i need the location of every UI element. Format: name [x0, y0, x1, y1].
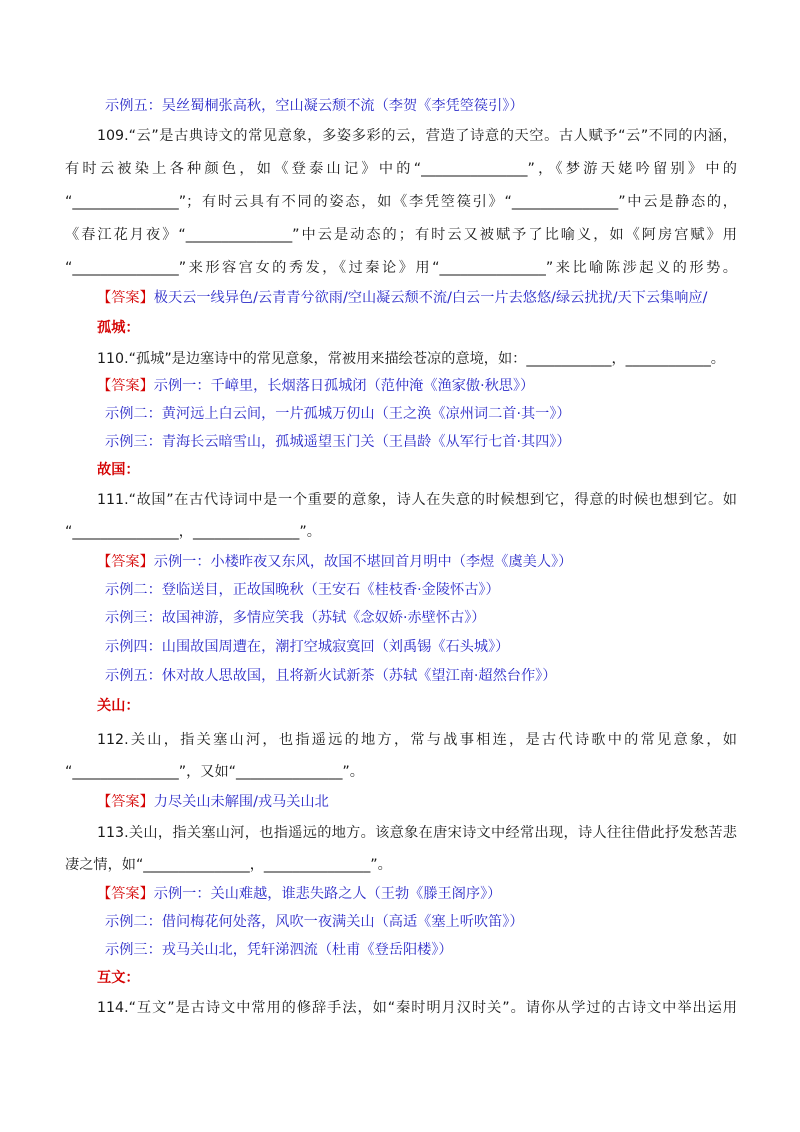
answer-line	[97, 884, 737, 904]
question-111: 111.“故国”在古代诗词中是一个重要的意象，诗人在失意的时候想到它，得意的时候也想到它。如	[97, 492, 737, 508]
section-heading: 故国：	[97, 462, 140, 478]
example-line: 示例五：吴丝蜀桐张高秋，空山凝云颓不流（李贺《李凭箜篌引》）	[105, 98, 524, 114]
question-112: 112.关山，指关塞山河，也指遥远的地方，常与战事相连，是古代诗歌中的常见意象，如	[97, 732, 737, 748]
question-114: 114.“互文”是古诗文中常用的修辞手法，如“秦时明月汉时关”。请你从学过的古诗文中举出运用	[97, 1000, 737, 1016]
answer-text: 示例一：千嶂里，长烟落日孤城闭（范仲淹《渔家傲·秋思》）	[153, 378, 535, 394]
example-line: 示例二：登临送目，正故国晚秋（王安石《桂枝香·金陵怀古》）	[105, 582, 500, 598]
section-heading: 关山：	[97, 698, 140, 714]
example-line: 示例四：山围故国周遭在，潮打空城寂寞回（刘禹锡《石头城》）	[105, 639, 510, 655]
answer-line	[97, 792, 737, 812]
answer-tag: 【答案】	[97, 886, 154, 902]
question-text-line: “_______________”；有时云具有不同的姿态，如《李凭箜篌引》“_______________”中云是静态的，	[65, 194, 737, 210]
answer-text: 极天云一线异色/云青青兮欲雨/空山凝云颓不流/白云一片去悠悠/绿云扰扰/天下云集响应/	[153, 290, 708, 306]
section-heading: 互文：	[97, 970, 140, 986]
answer-tag: 【答案】	[97, 378, 154, 394]
answer-tag: 【答案】	[97, 554, 154, 570]
question-text-line: “_______________”，又如“_______________”。	[65, 764, 364, 780]
answer-tag: 【答案】	[97, 290, 154, 306]
section-heading: 孤城：	[97, 320, 140, 336]
answer-tag: 【答案】	[97, 794, 154, 810]
question-text-line: 有时云被染上各种颜色，如《登泰山记》中的“_______________”，《梦游天姥吟留别》中的	[65, 161, 737, 177]
question-113: 113.关山，指关塞山河，也指遥远的地方。该意象在唐宋诗文中经常出现，诗人往往借此抒发愁苦悲	[97, 825, 737, 841]
answer-text: 示例一：小楼昨夜又东风，故国不堪回首月明中（李煜《虞美人》）	[153, 554, 573, 570]
example-line: 示例二：借问梅花何处落，风吹一夜满关山（高适《塞上听吹笛》）	[105, 914, 524, 930]
question-109: 109.“云”是古典诗文的常见意象，多姿多彩的云，营造了诗意的天空。古人赋予“云”不同的内涵，	[97, 128, 737, 144]
example-line: 示例五：休对故人思故国，且将新火试新茶（苏轼《望江南·超然台作》）	[105, 668, 557, 684]
question-110: 110.“孤城”是边塞诗中的常见意象，常被用来描绘苍凉的意境，如：____________，____________。	[97, 351, 725, 367]
example-line: 示例三：故国神游，多情应笑我（苏轼《念奴娇·赤壁怀古》）	[105, 610, 486, 626]
answer-text: 示例一：关山难越，谁悲失路之人（王勃《滕王阁序》）	[153, 886, 502, 902]
example-line: 示例二：黄河远上白云间，一片孤城万仞山（王之涣《凉州词二首·其一》）	[105, 406, 571, 422]
example-line: 示例三：青海长云暗雪山，孤城遥望玉门关（王昌龄《从军行七首·其四》）	[105, 434, 571, 450]
question-text-line: 凄之情，如“_______________，_______________”。	[65, 857, 392, 873]
example-line: 示例三：戎马关山北，凭轩涕泗流（杜甫《登岳阳楼》）	[105, 942, 453, 958]
question-text-line: 《春江花月夜》“_______________”中云是动态的；有时云又被赋予了比喻义，如《阿房宫赋》用	[65, 227, 737, 243]
question-text-line: “_______________”来形容宫女的秀发，《过秦论》用“_______________”来比喻陈涉起义的形势。	[65, 260, 737, 276]
question-text-line: “_______________，_______________”。	[65, 524, 321, 540]
answer-line	[97, 552, 737, 572]
answer-line	[97, 376, 737, 396]
answer-text: 力尽关山未解围/戎马关山北	[153, 794, 329, 810]
answer-line	[97, 288, 737, 308]
